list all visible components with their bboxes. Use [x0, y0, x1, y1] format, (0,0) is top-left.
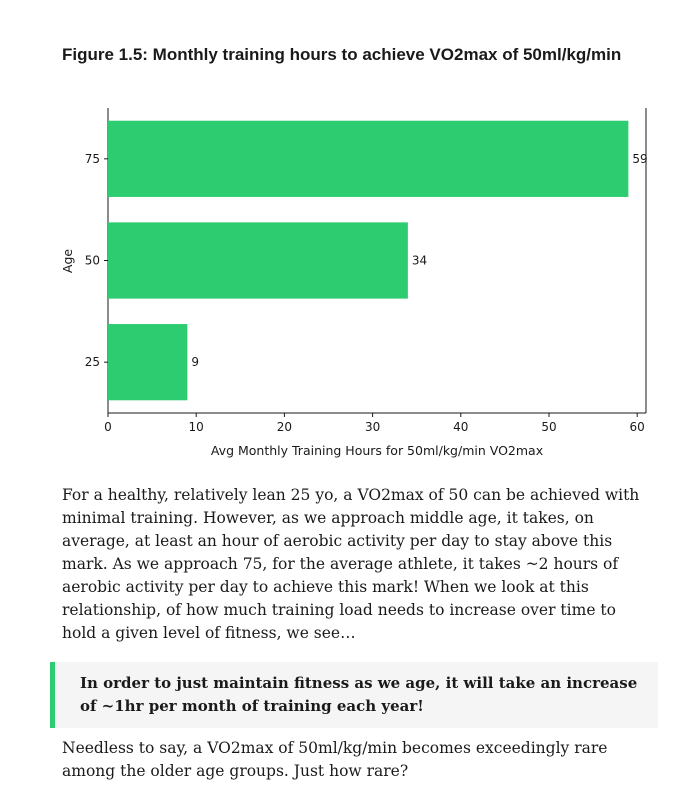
bars-group	[108, 121, 628, 401]
x-axis-label: Avg Monthly Training Hours for 50ml/kg/min VO2max	[210, 443, 544, 458]
x-tick-label-30: 30	[364, 420, 381, 434]
x-tick-label-0: 0	[104, 420, 112, 434]
y-axis-ticks	[85, 152, 108, 369]
paragraph-closing: Needless to say, a VO2max of 50ml/kg/min becomes exceedingly rare among the older age groups. Just how rare?	[62, 739, 608, 780]
bar-chart	[0, 100, 684, 470]
bar-age-75	[108, 121, 628, 197]
x-axis-ticks	[104, 413, 645, 434]
callout-text: In order to just maintain fitness as we age, it will take an increase of ~1hr per month of training each year!	[80, 674, 638, 715]
x-tick-label-10: 10	[188, 420, 204, 434]
paragraph-intro: For a healthy, relatively lean 25 yo, a VO2max of 50 can be achieved with minimal training. However, as we approach middle age, it takes, on average, at least an hour of aerobic activity per day to stay above this mark. As we approach 75, for the average athlete, it takes ~2 hours of aerobic activity per day to achieve this mark! When we look at this relationship, of how much training load needs to increase over time to hold a given level of fitness, we see…	[62, 486, 640, 642]
data-label-age-50: 34	[411, 253, 428, 268]
x-tick-label-20: 20	[276, 420, 293, 434]
y-tick-label-75: 75	[84, 151, 100, 166]
bar-age-25	[108, 324, 187, 400]
data-label-age-25: 9	[191, 355, 200, 370]
x-tick-label-50: 50	[541, 420, 557, 434]
y-tick-label-25: 25	[84, 355, 100, 370]
y-tick-label-50: 50	[84, 253, 100, 268]
bar-chart-svg	[0, 100, 684, 470]
x-tick-label-40: 40	[453, 420, 469, 434]
figure-title: Figure 1.5: Monthly training hours to achieve VO2max of 50ml/kg/min	[62, 45, 622, 64]
bar-age-50	[108, 222, 408, 298]
data-label-age-75: 59	[632, 151, 648, 166]
y-axis-label: Age	[60, 248, 75, 274]
callout-box	[50, 662, 658, 728]
x-tick-label-60: 60	[629, 420, 645, 434]
